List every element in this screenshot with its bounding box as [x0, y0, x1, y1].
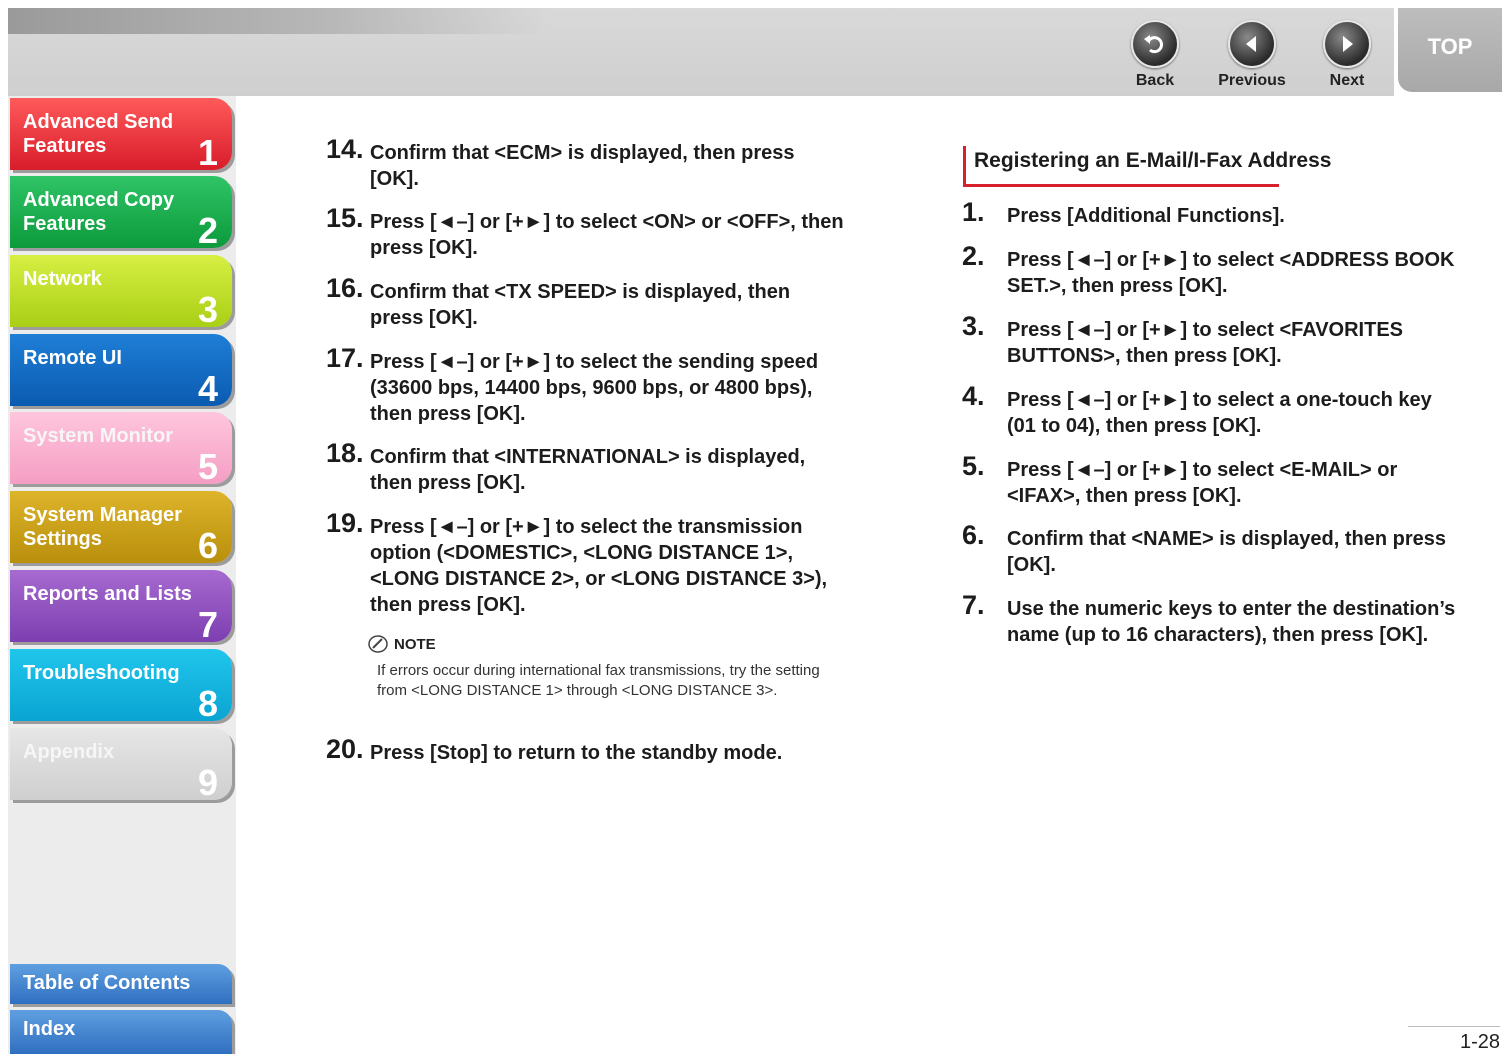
step-15 — [326, 203, 846, 261]
step-text: Press [Additional Functions]. — [1007, 205, 1285, 227]
chapter-tab-7[interactable] — [10, 570, 232, 642]
back-label: Back — [1135, 72, 1175, 89]
next-label: Next — [1329, 72, 1365, 89]
chapter-title: Reports and Lists — [23, 583, 192, 605]
chapter-number: 1 — [197, 132, 218, 170]
step-text: Press [◄–] or [+►] to select the transmission option (<DOMESTIC>, <LONG DISTANCE 1>, <LONG DISTANCE 2>, or <LONG DISTANCE 3>), then press [OK]. — [370, 516, 828, 616]
step-number: 1. — [962, 197, 985, 227]
top-button[interactable] — [1398, 8, 1502, 92]
chapter-tab-2[interactable] — [10, 176, 232, 248]
step-text: Press [◄–] or [+►] to select <ON> or <OFF>, then press [OK]. — [370, 211, 844, 259]
back-icon — [1131, 20, 1179, 68]
step-text: Confirm that <INTERNATIONAL> is displayed, then press [OK]. — [370, 446, 806, 494]
register-step-5 — [962, 451, 1462, 509]
register-step-2 — [962, 241, 1462, 299]
index-label: Index — [23, 1018, 76, 1040]
step-text: Confirm that <ECM> is displayed, then press [OK]. — [370, 142, 795, 190]
step-20 — [326, 734, 846, 766]
table-of-contents-label: Table of Contents — [23, 972, 191, 994]
chapter-number: 2 — [197, 210, 218, 248]
chapter-tab-9[interactable] — [10, 728, 232, 800]
chapter-title: Network — [23, 268, 102, 290]
step-text: Press [◄–] or [+►] to select <FAVORITES BUTTONS>, then press [OK]. — [1007, 319, 1403, 367]
chapter-tab-4[interactable] — [10, 334, 232, 406]
step-text: Use the numeric keys to enter the destination’s name (up to 16 characters), then press [OK]. — [1007, 598, 1456, 646]
chapter-title: Advanced Send Features — [23, 111, 174, 157]
step-number: 5. — [962, 451, 985, 481]
chapter-tab-5[interactable] — [10, 412, 232, 484]
top-bar-accent — [8, 8, 548, 34]
next-icon — [1323, 20, 1371, 68]
next-button[interactable] — [1307, 20, 1387, 90]
chapter-title: Remote UI — [23, 347, 122, 369]
step-text: Press [◄–] or [+►] to select the sending speed (33600 bps, 14400 bps, 9600 bps, or 4800 bps), then press [OK]. — [370, 351, 819, 425]
step-number: 17. — [326, 343, 364, 373]
previous-button[interactable] — [1212, 20, 1292, 90]
step-number: 16. — [326, 273, 364, 303]
chapter-title: Appendix — [23, 741, 115, 763]
section-heading: Registering an E-Mail/I-Fax Address — [963, 146, 1279, 187]
chapter-title: System Manager Settings — [23, 504, 182, 550]
chapter-tab-6[interactable] — [10, 491, 232, 563]
step-text: Confirm that <NAME> is displayed, then press [OK]. — [1007, 528, 1446, 576]
chapter-number: 6 — [197, 525, 218, 563]
step-number: 7. — [962, 590, 985, 620]
previous-label: Previous — [1218, 72, 1286, 89]
note-text: If errors occur during international fax transmissions, try the setting from <LONG DISTANCE 1> through <LONG DISTANCE 3>. — [377, 662, 820, 699]
index-button[interactable] — [10, 1010, 232, 1054]
step-text: Confirm that <TX SPEED> is displayed, then press [OK]. — [370, 281, 791, 329]
top-label: TOP — [1427, 34, 1473, 59]
step-number: 6. — [962, 520, 985, 550]
step-number: 4. — [962, 381, 985, 411]
step-number: 14. — [326, 134, 364, 164]
step-text: Press [◄–] or [+►] to select a one-touch key (01 to 04), then press [OK]. — [1007, 389, 1432, 437]
step-text: Press [◄–] or [+►] to select <ADDRESS BOOK SET.>, then press [OK]. — [1007, 249, 1455, 297]
register-step-4 — [962, 381, 1462, 439]
register-step-1 — [962, 197, 1462, 229]
step-number: 2. — [962, 241, 985, 271]
note-pencil-icon — [368, 635, 388, 653]
register-step-3 — [962, 311, 1462, 369]
step-14 — [326, 134, 846, 192]
step-16 — [326, 273, 846, 331]
step-19 — [326, 508, 846, 618]
step-number: 15. — [326, 203, 364, 233]
register-step-6 — [962, 520, 1462, 578]
step-text: Press [◄–] or [+►] to select <E-MAIL> or <IFAX>, then press [OK]. — [1007, 459, 1398, 507]
step-number: 19. — [326, 508, 364, 538]
step-number: 20. — [326, 734, 364, 764]
chapter-number: 4 — [197, 368, 218, 406]
step-number: 3. — [962, 311, 985, 341]
step-17 — [326, 343, 846, 427]
table-of-contents-button[interactable] — [10, 964, 232, 1004]
step-text: Press [Stop] to return to the standby mode. — [370, 742, 783, 764]
chapter-tab-3[interactable] — [10, 255, 232, 327]
chapter-number: 8 — [197, 683, 218, 721]
previous-icon — [1228, 20, 1276, 68]
step-18 — [326, 438, 846, 496]
note-label: NOTE — [394, 636, 436, 653]
chapter-number: 7 — [197, 604, 218, 642]
chapter-title: System Monitor — [23, 425, 174, 447]
chapter-tab-1[interactable] — [10, 98, 232, 170]
chapter-tab-8[interactable] — [10, 649, 232, 721]
note-heading — [368, 635, 436, 653]
step-number: 18. — [326, 438, 364, 468]
chapter-number: 3 — [197, 289, 218, 327]
back-button[interactable] — [1115, 20, 1195, 90]
page-number: 1-28 — [1408, 1026, 1500, 1054]
register-step-7 — [962, 590, 1462, 648]
chapter-title: Troubleshooting — [23, 662, 180, 684]
chapter-title: Advanced Copy Features — [23, 189, 175, 235]
chapter-number: 5 — [197, 446, 218, 484]
chapter-number: 9 — [197, 762, 218, 800]
